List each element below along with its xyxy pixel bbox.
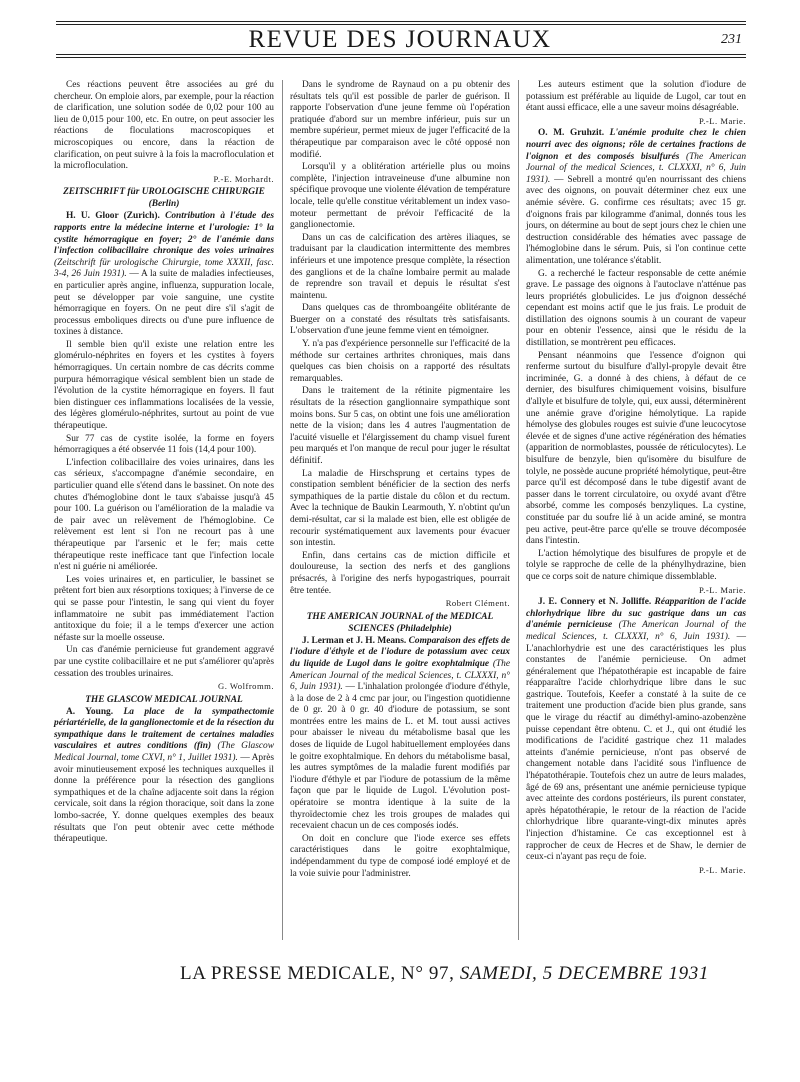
paragraph: L'action hémolytique des bisulfures de propyle et de tolyle se rapproche de celle de la phénylhydrazine, bien que ce corps soit de nature chimique dissemblable. [526,548,746,582]
article [54,707,274,846]
article-authors: A. Young. [66,706,114,717]
article-body: — L'inhalation prolongée d'iodure d'éthyle, à la dose de 2 à 4 cmc par jour, ou l'ingestion quotidienne de 0 gr. 20 à 0 gr. 40 d'iodure de potassium, se sont montrées entre les mains de L. et M. tout aussi actives pour abaisser le niveau du métabolisme basal que les doses de liquide de Lugol habituellement employées dans le goitre exophtalmique. En dehors du métabolisme basal, les autres symptômes de la maladie furent modifiés par l'iodure d'éthyle et par l'iodure de potassium de la même façon que par le liquide de Lugol. L'évolution post-opératoire se montra identique à la suite de la thyroïdectomie chez les trois groupes de malades qui recevaient chacun un de ces composés iodés. [290,682,510,832]
column-left [54,80,274,847]
article [290,636,510,833]
header-rule [56,21,746,22]
footer-journal: LA PRESSE MEDICALE, [180,963,396,984]
article-body: — Sebrell a montré qu'en nourrissant des chiens avec des oignons, on pouvait déterminer chez eux une anémie sévère. G. confirme ces résultats; avec 15 gr. d'oignons frais par kilogramme d'animal, donnés tous les jours, on détermine au bout de sept jours chez le chien une destruction considérable des hématies avec passage de l'hémoglobine dans le sérum. Puis, si l'on continue cette alimentation, une tolérance s'établit. [526,174,746,266]
paragraph: Y. n'a pas d'expérience personnelle sur l'efficacité de la méthode sur certaines arthrites chroniques, mais dans quelques cas bien choisis on a rapporté des résultats remarquables. [290,339,510,384]
paragraph: Sur 77 cas de cystite isolée, la forme en foyers hémorragiques a été observée 11 fois (14,4 pour 100). [54,433,274,456]
article-body: — L'anachlorhydrie est une des caractéristiques les plus constantes de l'anémie pernicieuse. On admet généralement que l'hépatothérapie est incapable de faire réapparaître l'acide chlorhydrique libre dans le suc gastrique. Toutefois, Keefer a constaté à la suite de ce traitement une production d'acide bien plus grande, sans que le virage du réactif au diméthyl-amino-azobenzène puisse cependant être obtenu. C. et J., qui ont étudié les modifications de l'acidité gastrique chez 11 malades atteints d'anémie pernicieuse, n'ont pas observé de changement notable dans l'acidité sous l'influence de l'hépatothérapie. Toutefois chez un autre de leurs malades, âgé de 69 ans, présentant une anémie pernicieuse typique avec atteinte des cordons postérieurs, ils purent constater, après hépatothérapie, le retour de la réaction de l'acide chlorhydrique libre quarante-vingt-dix minutes après l'injection d'histamine. Ce cas exceptionnel est à rapprocher de ceux de Hecres et de Shaw, le dernier de ceux-ci n'ayant pas reçu de foie. [526,631,746,863]
article-title: Contribution à l'étude des rapports entre la médecine interne et l'urologie: 1° la cystite hémorragique en foyer; 2° de l'anémie dans l'infection colibacillaire chronique des voies urinaires [54,211,274,257]
column-divider [282,80,283,940]
article-title: La place de la sympathectomie périartérielle, de la ganglionectomie et de la résection du sympathique dans le traitement de certaines maladies vasculaires et autres conditions (fin) [54,706,274,752]
paragraph: Dans le syndrome de Raynaud on a pu obtenir des résultats tels qu'il est possible de parler de guérison. Il rapporte l'observation d'une jeune femme où l'opération pratiquée d'abord sur un membre inférieur, puis sur un membre supérieur, permet mieux de juger l'efficacité de la thérapeutique par comparaison avec le côté opposé non modifié. [290,80,510,160]
article-title: Comparaison des effets de l'iodure d'éthyle et de l'iodure de potassium avec ceux du liquide de Lugol dans le goitre exophtalmique [290,635,511,669]
column-middle [290,80,510,881]
header-rule [56,57,746,58]
journal-title: ZEITSCHRIFT für UROLOGISCHE CHIRURGIE (Berlin) [63,187,265,210]
paragraph: Pensant néanmoins que l'essence d'oignon qui renferme surtout du bisulfure d'allyl-propyle devait être incriminée, G. a donné à des chiens, à défaut de ce dernier, des bisulfures chimiquement voisins, bisulfure d'allyle et bisulfure de tolyle, qui, eux aussi, déterminèrent une anémie grave d'origine hémolytique. La rapide hémolyse des globules rouges est suivie d'une leucocytose élevée et de signes d'une active régénération des hématies (apparition de normoblastes, poussée de réticulocytes). Le bisulfure de benzyle, bien qu'isomère du bisulfure de tolyle, ne possède aucune propriété hémolytique, peut-être parce qu'il est décomposé dans le tube digestif avant de passer dans le torrent circulatoire, ou oxydé avant d'être absorbé, comme les composés benzyliques. La cystine, constituée par du soufre lié à un acide aminé, se montra peu active, peut-être parce qu'elle se trouve décomposée dans l'intestin. [526,350,746,547]
article-authors: J. Lerman et J. H. Means. [302,635,407,646]
article-authors: O. M. Gruhzit. [538,128,605,139]
column-right [526,80,746,877]
footer-issue-number: N° 97, [401,963,455,984]
column-divider [518,80,519,940]
paragraph: Dans un cas de calcification des artères iliaques, se traduisant par la claudication intermittente des membres inférieurs et une impotence presque complète, la résection des ganglions et de la chaîne lombaire permit au malade de reprendre son travail et depuis le résultat s'est maintenu. [290,232,510,301]
journal-title: THE GLASCOW MEDICAL JOURNAL [85,694,243,705]
running-head: REVUE DES JOURNAUX [248,26,552,53]
signature: P.-L. Marie. [698,864,746,875]
article-body: — Après avoir minutieusement exposé les techniques auxquelles il donne la préférence pour la résection des ganglions sympathiques et de la chaîne adjacente soit dans la région cervicale, soit dans la région thoracique, soit dans la zone lombo-sacrée, Y. donne quelques exemples des beaux résultats que l'on peut obtenir avec cette méthode thérapeutique. [54,753,275,845]
paragraph: G. a recherché le facteur responsable de cette anémie grave. Le passage des oignons à l'autoclave n'atténue pas leurs propriétés globulicides. Le jus d'oignon desséché cependant est moins actif que le jus frais. Le produit de distillation des oignons soumis à un courant de vapeur pour en obtenir l'essence, ainsi que le résidu de la distillation, se montrèrent peu efficaces. [526,268,746,349]
signature: P.-L. Marie. [698,115,746,126]
signature: P.-L. Marie. [698,584,746,595]
paragraph: La maladie de Hirschsprung et certains types de constipation semblent bénéficier de la section des nerfs sympathiques de la partie distale du côlon et du rectum. Avec la technique de Baukin Learmouth, Y. n'obtint qu'un demi-résultat, car si la malade est bien, elle est obligée de recourir systématiquement aux lavements pour évacuer son intestin. [290,468,510,549]
article-authors: J. E. Connery et N. Jolliffe. [538,597,652,608]
page-number: 231 [721,32,742,47]
paragraph: Dans quelques cas de thromboangéite oblitérante de Buerger on a constaté des résultats très satisfaisants. L'observation d'une jeune femme vient en témoigner. [290,303,510,337]
article-source: (The Glascow Medical Journal, tome CXVI, n° 1, Juillet 1931). [54,741,274,764]
paragraph: Les auteurs estiment que la solution d'iodure de potassium est préférable au liquide de Lugol, car tout en étant aussi efficace, elle a une saveur moins désagréable. [526,80,746,114]
article-body: — A la suite de maladies infectieuses, en particulier après angine, influenza, suppuration locale, peut se développer par voie sanguine, une cystite hémorragique en foyers. On ne peut dire s'il s'agit de processus emboliques directs ou d'une pure influence de toxines à distance. [54,269,275,338]
signature: P.-E. Morhardt. [213,173,274,184]
article-source: (Zeitschrift für urologische Chirurgie, tome XXXII, fasc. 3-4, 26 Juin 1931). [54,257,274,280]
article-source: (The American Journal of the medical Sciences, t. CLXXXI, n° 6, Juin 1931). [526,620,747,642]
paragraph: Ces réactions peuvent être associées au gré du chercheur. On emploie alors, par exemple, pour la réaction de clarification, une solution sodée de 0,02 pour 100 au lieu de 0,015 pour 100, etc. En outre, on peut associer les réactions de floculations macroscopiques et microscopiques ou encore, dans la réaction de clarification, on peut suivre à la fois la macrofloculation et la microfloculation. [54,80,274,172]
journal-title: THE AMERICAN JOURNAL of the MEDICAL SCIENCES (Philadelphie) [306,611,494,634]
header-rule [56,24,746,25]
paragraph: L'infection colibacillaire des voies urinaires, dans les cas sérieux, s'accompagne d'anémie secondaire, en particulier quand elle s'étend dans le bassinet. On note des chutes d'hémoglobine dont le taux s'abaisse jusqu'à 45 pour 100. La guérison ou l'amélioration de la maladie va de pair avec un relèvement de l'hémoglobine. Ce relèvement est lent si l'on ne recourt pas à une thérapeutique par l'arsenic et le fer; mais cette thérapeutique reste inefficace tant que l'infection locale n'est ni guérie ni améliorée. [54,457,274,573]
article [526,597,746,864]
header-rule [56,54,746,55]
paragraph: Un cas d'anémie pernicieuse fut grandement aggravé par une cystite colibacillaire et ne put s'améliorer qu'après cessation des troubles urinaires. [54,645,274,679]
signature: Robert Clément. [445,598,510,609]
article-source: (The American Journal of the medical Sciences, t. CLXXXI, n° 6, Juin 1931). [526,151,747,185]
paragraph: On doit en conclure que l'iode exerce ses effets caractéristiques dans le goitre exophtalmique, indépendamment du type de composé iodé employé et de la voie suivie pour l'administrer. [290,833,510,879]
paragraph: Enfin, dans certains cas de miction difficile et douloureuse, la section des nerfs et des ganglions présacrés, à l'origine des nerfs hypogastriques, pourrait être tentée. [290,550,510,596]
signature: G. Wolfromm. [218,681,274,692]
article-title: L'anémie produite chez le chien nourri avec des oignons; rôle de certaines fractions de l'oignon et des composés bisulfurés [526,128,747,162]
paragraph: Dans le traitement de la rétinite pigmentaire les résultats de la résection ganglionnaire sympathique sont moins bons. Sur 5 cas, on obtint une fois une amélioration nette de la vision; dans les 4 autres l'augmentation de l'acuité visuelle et l'élargissement du champ visuel furent peu marqués et l'on manque de recul pour juger le résultat définitif. [290,386,510,466]
article-source: (The American Journal of the medical Sciences, t. CLXXXI, n° 6, Juin 1931). [290,658,510,693]
article-authors: H. U. Gloor (Zurich). [66,211,160,222]
article-title: Réapparition de l'acide chlorhydrique libre du suc gastrique dans un cas d'anémie pernicieuse [526,597,746,631]
paragraph: Il semble bien qu'il existe une relation entre les glomérulo-néphrites en foyers et les cystites à foyers hémorragiques. Un certain nombre de cas décrits comme purpura hémorragique vésical semblent bien un stade de l'évolution de la cystite hémorragique en foyers. Il faut bien distinguer ces inflammations localisées de la vessie, des légères glomérulo-néphrites, surtout au point de vue thérapeutique. [54,339,274,432]
article [54,211,274,339]
page-footer [180,963,740,985]
paragraph: Lorsqu'il y a oblitération artérielle plus ou moins complète, l'injection intraveineuse d'une albumine non spécifique provoque une violente élévation de température locale, telle qu'elle constitue véritablement un index vaso-moteur permettant de prévoir l'efficacité de la ganglionectomie. [290,162,510,231]
paragraph: Les voies urinaires et, en particulier, le bassinet se prêtent fort bien aux résorptions toxiques; à l'inverse de ce qui se passe pour l'intestin, le sang qui vient du foyer inflammatoire ne subit pas immédiatement l'action antitoxique du foie; il a le temps d'exercer une action néfaste sur la moelle osseuse. [54,574,274,643]
article [526,128,746,267]
footer-date: SAMEDI, 5 DECEMBRE 1931 [459,963,709,984]
